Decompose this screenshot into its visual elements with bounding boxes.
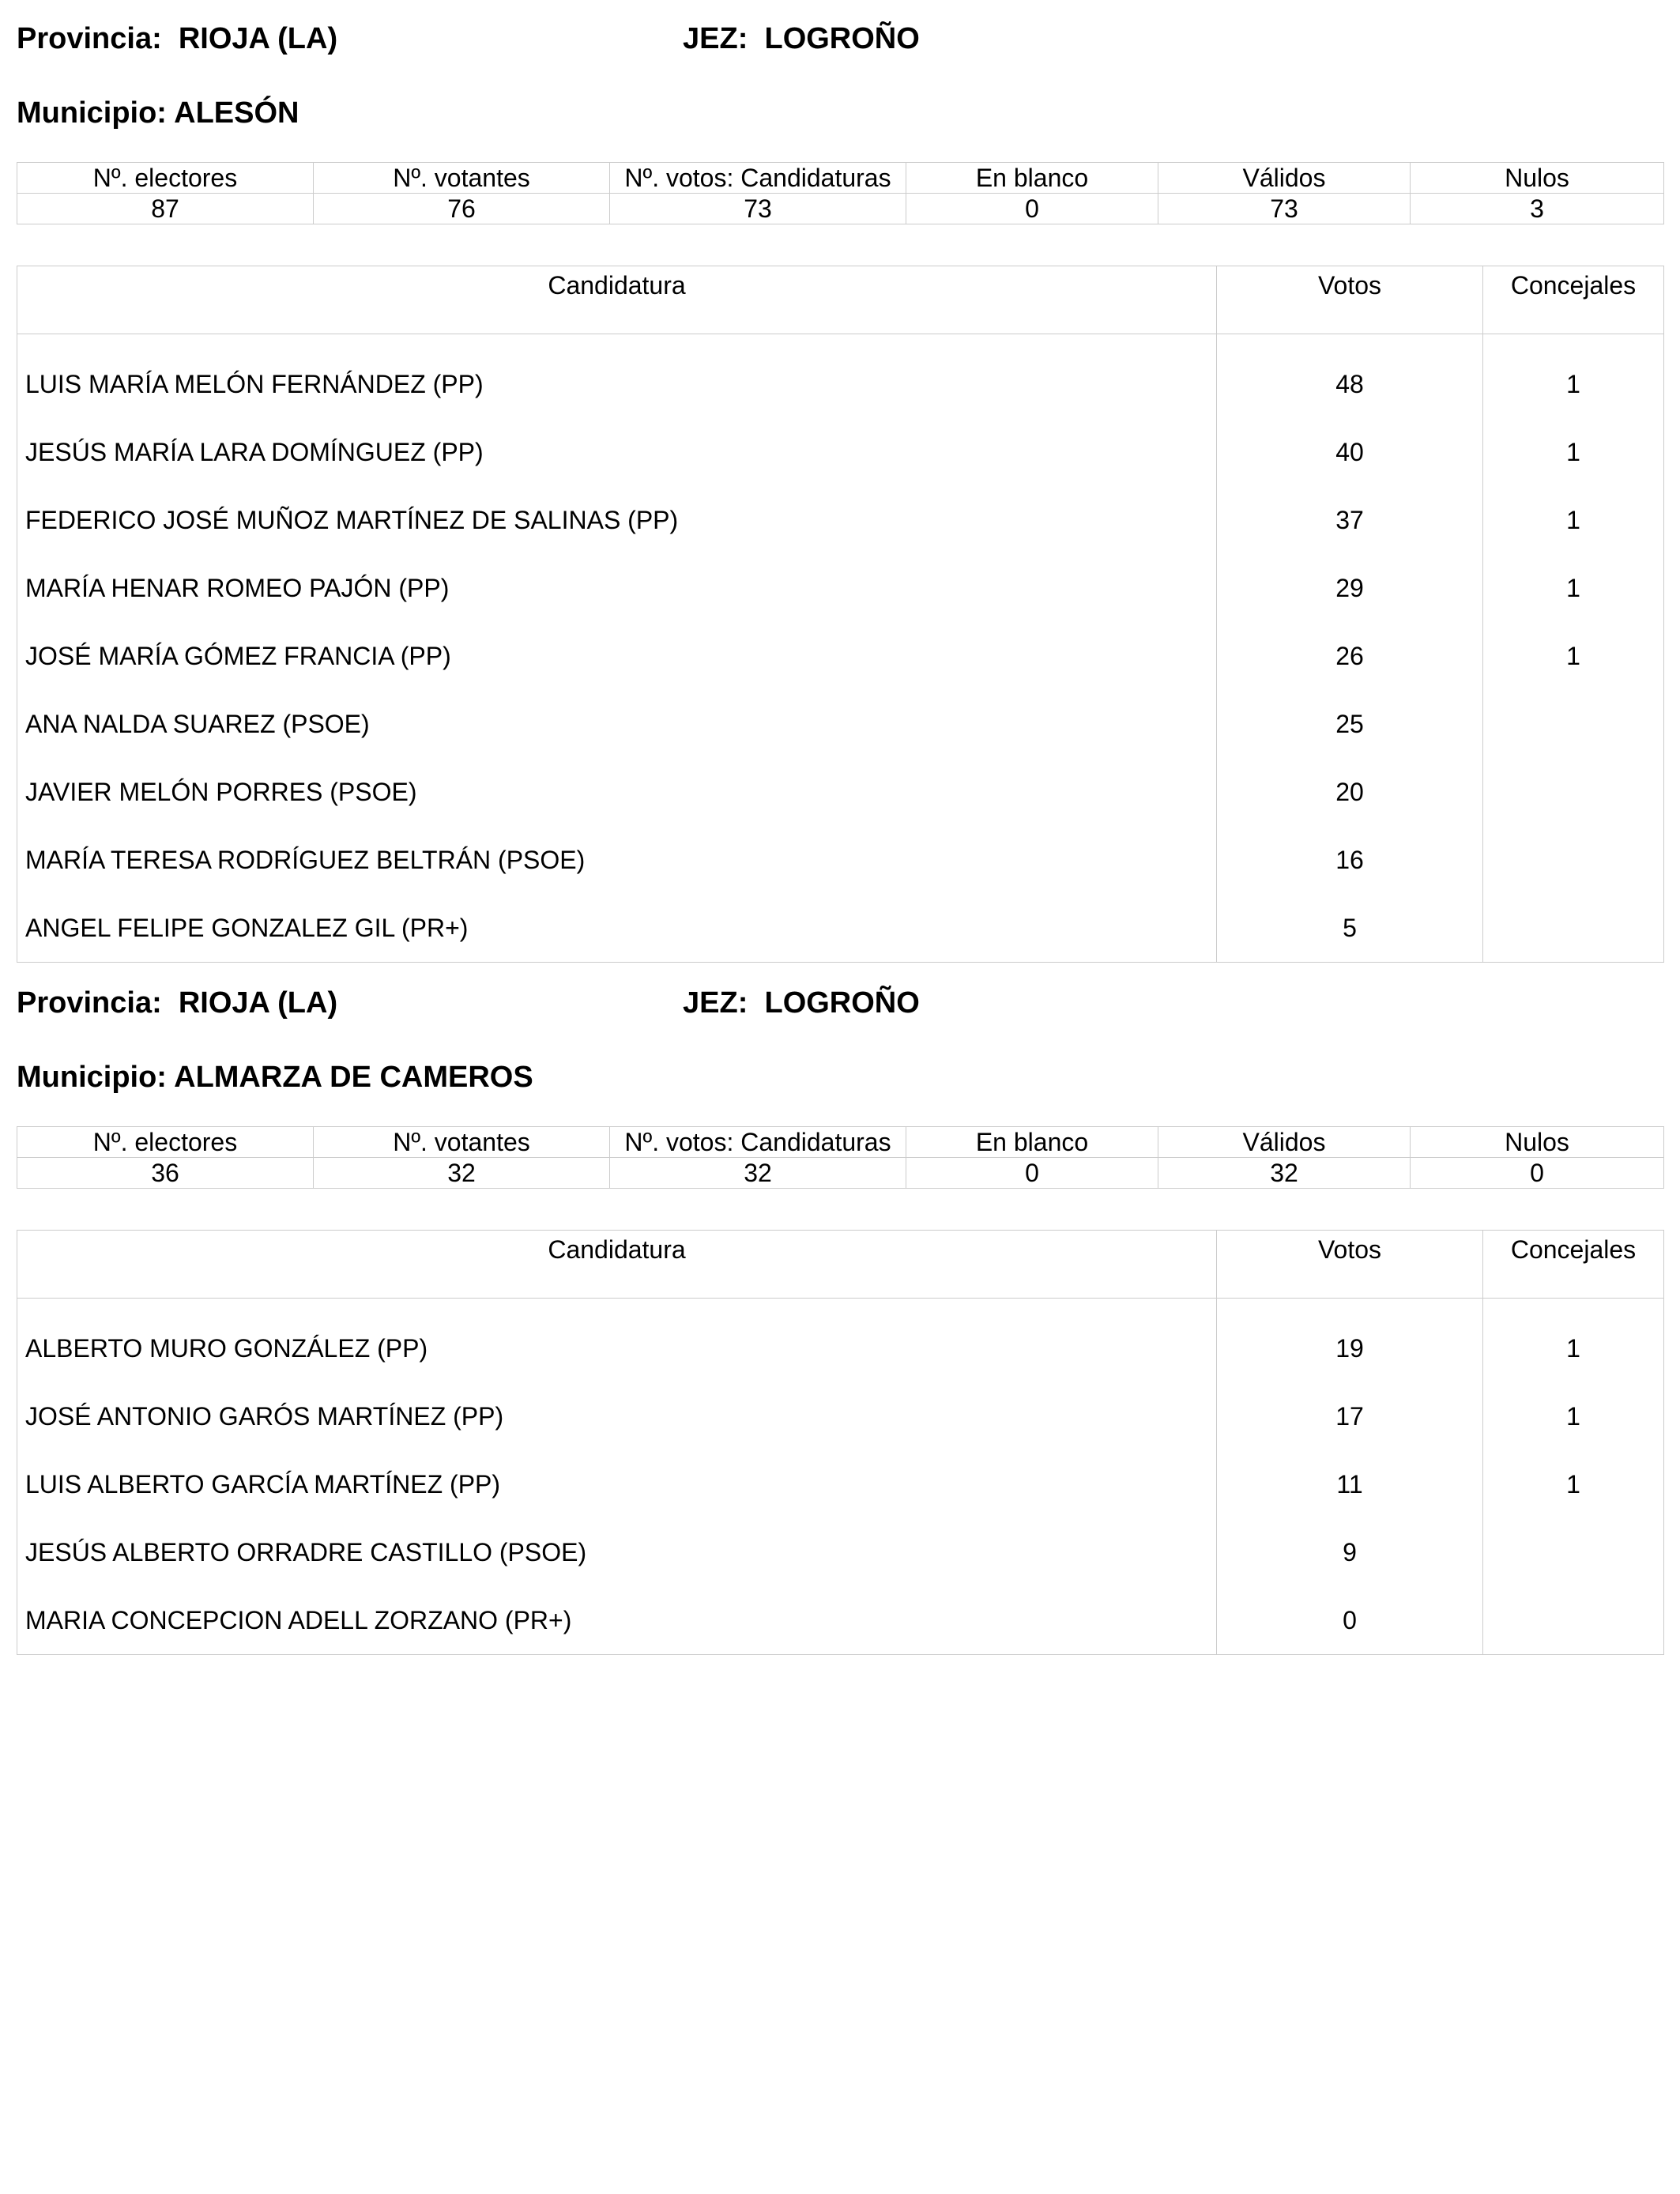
summary-header-cell: Nº. electores	[17, 1127, 314, 1158]
municipio-heading	[17, 95, 299, 131]
candidate-concejales: 1	[1483, 486, 1664, 554]
spacer-row	[17, 1299, 1664, 1315]
municipio-section	[0, 964, 1680, 1936]
col-candidatura-header: Candidatura	[17, 266, 1217, 334]
provincia-label: Provincia:	[17, 986, 162, 1020]
candidate-concejales	[1483, 826, 1664, 894]
jez-label: JEZ:	[683, 22, 748, 55]
candidate-concejales: 1	[1483, 554, 1664, 622]
spacer-cell	[1217, 1299, 1483, 1315]
table-row	[17, 1518, 1664, 1586]
table-row	[17, 690, 1664, 758]
candidate-concejales: 1	[1483, 1382, 1664, 1450]
table-row	[17, 826, 1664, 894]
summary-value-cell: 76	[314, 194, 610, 224]
candidate-votos: 48	[1217, 350, 1483, 418]
col-candidatura-header: Candidatura	[17, 1231, 1217, 1299]
provincia-heading	[17, 985, 337, 1021]
spacer-cell	[1483, 334, 1664, 351]
candidate-name: MARÍA TERESA RODRÍGUEZ BELTRÁN (PSOE)	[17, 826, 1217, 894]
candidates-body	[17, 334, 1664, 963]
candidates-header-row	[17, 266, 1664, 334]
col-votos-header: Votos	[1217, 266, 1483, 334]
provincia-label: Provincia:	[17, 22, 162, 55]
summary-header-cell: Nº. votantes	[314, 163, 610, 194]
candidate-votos: 16	[1217, 826, 1483, 894]
candidate-votos: 40	[1217, 418, 1483, 486]
summary-value-cell: 0	[906, 194, 1158, 224]
summary-value-cell: 73	[1158, 194, 1411, 224]
candidates-header-row	[17, 1231, 1664, 1299]
table-row	[17, 418, 1664, 486]
candidate-name: JESÚS MARÍA LARA DOMÍNGUEZ (PP)	[17, 418, 1217, 486]
candidate-concejales	[1483, 1518, 1664, 1586]
jez-value: LOGROÑO	[764, 986, 920, 1020]
summary-header-cell: En blanco	[906, 163, 1158, 194]
candidate-name: LUIS ALBERTO GARCÍA MARTÍNEZ (PP)	[17, 1450, 1217, 1518]
municipio-label: Municipio:	[17, 1061, 167, 1094]
candidate-concejales	[1483, 894, 1664, 963]
table-row	[17, 554, 1664, 622]
summary-header-cell: Nº. votos: Candidaturas	[610, 1127, 906, 1158]
candidate-name: ALBERTO MURO GONZÁLEZ (PP)	[17, 1314, 1217, 1382]
table-row	[17, 758, 1664, 826]
candidate-votos: 5	[1217, 894, 1483, 963]
candidate-name: JAVIER MELÓN PORRES (PSOE)	[17, 758, 1217, 826]
candidate-name: ANA NALDA SUAREZ (PSOE)	[17, 690, 1217, 758]
municipio-label: Municipio:	[17, 96, 167, 130]
municipio-heading	[17, 1059, 533, 1095]
summary-values-row	[17, 194, 1664, 224]
candidates-table	[17, 1230, 1664, 1655]
candidate-name: MARÍA HENAR ROMEO PAJÓN (PP)	[17, 554, 1217, 622]
spacer-cell	[17, 1299, 1217, 1315]
summary-value-cell: 73	[610, 194, 906, 224]
candidate-votos: 25	[1217, 690, 1483, 758]
candidate-votos: 26	[1217, 622, 1483, 690]
candidate-name: JOSÉ ANTONIO GARÓS MARTÍNEZ (PP)	[17, 1382, 1217, 1450]
col-concejales-header: Concejales	[1483, 1231, 1664, 1299]
candidate-name: JESÚS ALBERTO ORRADRE CASTILLO (PSOE)	[17, 1518, 1217, 1586]
summary-value-cell: 36	[17, 1158, 314, 1189]
summary-value-cell: 87	[17, 194, 314, 224]
summary-header-row	[17, 163, 1664, 194]
candidate-name: ANGEL FELIPE GONZALEZ GIL (PR+)	[17, 894, 1217, 963]
candidate-concejales	[1483, 690, 1664, 758]
municipio-section	[0, 0, 1680, 972]
provincia-heading	[17, 21, 337, 57]
table-row	[17, 1586, 1664, 1655]
candidate-votos: 11	[1217, 1450, 1483, 1518]
col-concejales-header: Concejales	[1483, 266, 1664, 334]
summary-values-row	[17, 1158, 1664, 1189]
summary-value-cell: 32	[610, 1158, 906, 1189]
candidate-concejales: 1	[1483, 1314, 1664, 1382]
summary-header-cell: Nº. votos: Candidaturas	[610, 163, 906, 194]
spacer-cell	[1483, 1299, 1664, 1315]
summary-header-cell: Válidos	[1158, 1127, 1411, 1158]
candidate-votos: 19	[1217, 1314, 1483, 1382]
summary-table	[17, 162, 1664, 224]
candidate-votos: 37	[1217, 486, 1483, 554]
jez-heading	[683, 985, 920, 1021]
summary-table	[17, 1126, 1664, 1189]
table-row	[17, 486, 1664, 554]
table-row	[17, 1450, 1664, 1518]
summary-header-cell: En blanco	[906, 1127, 1158, 1158]
summary-header-row	[17, 1127, 1664, 1158]
candidate-name: LUIS MARÍA MELÓN FERNÁNDEZ (PP)	[17, 350, 1217, 418]
candidates-table	[17, 266, 1664, 963]
candidate-concejales: 1	[1483, 418, 1664, 486]
candidate-votos: 9	[1217, 1518, 1483, 1586]
candidates-body	[17, 1299, 1664, 1655]
table-row	[17, 1382, 1664, 1450]
candidate-votos: 29	[1217, 554, 1483, 622]
table-row	[17, 622, 1664, 690]
candidate-votos: 20	[1217, 758, 1483, 826]
candidate-concejales: 1	[1483, 350, 1664, 418]
candidate-votos: 17	[1217, 1382, 1483, 1450]
summary-value-cell: 0	[906, 1158, 1158, 1189]
summary-value-cell: 32	[314, 1158, 610, 1189]
col-votos-header: Votos	[1217, 1231, 1483, 1299]
candidate-votos: 0	[1217, 1586, 1483, 1655]
candidate-concejales	[1483, 1586, 1664, 1655]
spacer-row	[17, 334, 1664, 351]
candidate-name: MARIA CONCEPCION ADELL ZORZANO (PR+)	[17, 1586, 1217, 1655]
candidate-name: FEDERICO JOSÉ MUÑOZ MARTÍNEZ DE SALINAS (PP)	[17, 486, 1217, 554]
summary-header-cell: Nº. electores	[17, 163, 314, 194]
spacer-cell	[17, 334, 1217, 351]
candidate-concejales	[1483, 758, 1664, 826]
table-row	[17, 1314, 1664, 1382]
summary-header-cell: Nulos	[1411, 163, 1664, 194]
summary-value-cell: 0	[1411, 1158, 1664, 1189]
jez-heading	[683, 21, 920, 57]
table-row	[17, 350, 1664, 418]
provincia-value: RIOJA (LA)	[178, 22, 338, 55]
summary-value-cell: 3	[1411, 194, 1664, 224]
jez-value: LOGROÑO	[764, 22, 920, 55]
candidate-name: JOSÉ MARÍA GÓMEZ FRANCIA (PP)	[17, 622, 1217, 690]
jez-label: JEZ:	[683, 986, 748, 1020]
municipio-value: ALESÓN	[174, 96, 299, 130]
table-row	[17, 894, 1664, 963]
summary-header-cell: Nº. votantes	[314, 1127, 610, 1158]
summary-header-cell: Válidos	[1158, 163, 1411, 194]
candidate-concejales: 1	[1483, 1450, 1664, 1518]
provincia-value: RIOJA (LA)	[178, 986, 338, 1020]
candidate-concejales: 1	[1483, 622, 1664, 690]
summary-value-cell: 32	[1158, 1158, 1411, 1189]
summary-header-cell: Nulos	[1411, 1127, 1664, 1158]
municipio-value: ALMARZA DE CAMEROS	[174, 1061, 533, 1094]
spacer-cell	[1217, 334, 1483, 351]
